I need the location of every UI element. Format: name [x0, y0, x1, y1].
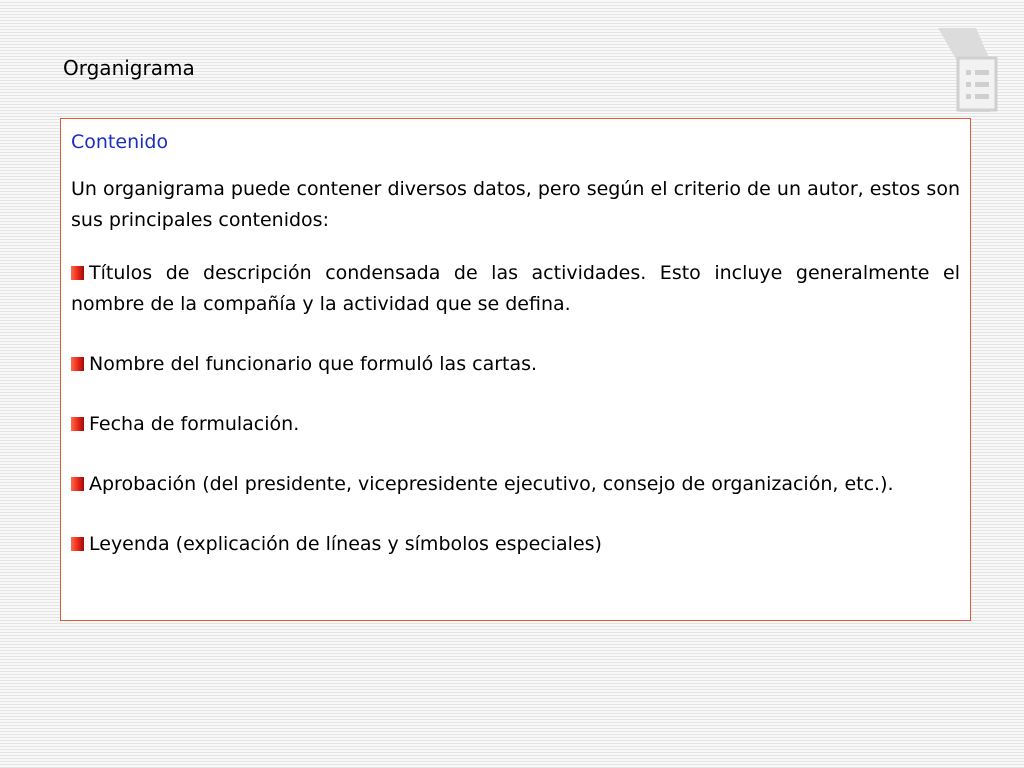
list-item-text: Leyenda (explicación de líneas y símbolos especiales): [89, 533, 602, 555]
content-box: [60, 118, 971, 621]
intro-paragraph: Un organigrama puede contener diversos datos, pero según el criterio de un autor, estos son sus principales contenidos:: [71, 178, 960, 231]
list-item: [71, 529, 960, 560]
content-heading: Contenido: [71, 131, 169, 153]
slide-title: Organigrama: [63, 56, 195, 80]
list-item: [71, 258, 960, 320]
list-item: [71, 409, 960, 440]
list-item-text: Títulos de descripción condensada de las actividades. Esto incluye generalmente el nombre de la compañía y la actividad que se defina.: [71, 262, 960, 315]
list-item-text: Aprobación (del presidente, vicepresidente ejecutivo, consejo de organización, etc.).: [89, 473, 894, 495]
list-item-text: Nombre del funcionario que formuló las cartas.: [89, 353, 538, 375]
list-item-text: Fecha de formulación.: [89, 413, 300, 435]
red-square-bullet-icon: [71, 266, 84, 280]
red-square-bullet-icon: [71, 537, 84, 551]
red-square-bullet-icon: [71, 477, 84, 491]
list-item: [71, 469, 960, 500]
document-list-icon: [936, 26, 998, 114]
list-item: [71, 349, 960, 380]
red-square-bullet-icon: [71, 357, 84, 371]
red-square-bullet-icon: [71, 417, 84, 431]
